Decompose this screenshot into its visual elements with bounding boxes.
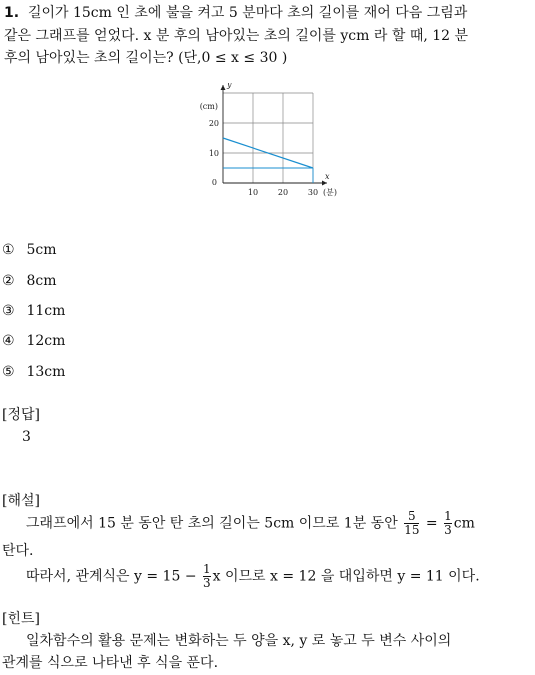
fraction-1-3 <box>444 510 452 537</box>
choice-1[interactable] <box>2 242 56 258</box>
choice-4-text: 12cm <box>26 333 66 349</box>
answer-value: 3 <box>22 429 31 445</box>
choice-5-text: 13cm <box>26 364 66 380</box>
choice-3-text: 11cm <box>26 303 66 319</box>
choice-1-number: ① <box>2 242 15 258</box>
explanation-line-3 <box>26 563 480 590</box>
choice-2-text: 8cm <box>26 273 57 289</box>
question-text <box>4 2 532 70</box>
fraction-numerator: 1 <box>444 509 452 523</box>
hint-line-2: 관계를 식으로 나타낸 후 식을 푼다. <box>2 655 219 671</box>
hint-label: [힌트] <box>2 611 40 627</box>
question-number: 1. <box>4 5 20 21</box>
explanation-line-1-text: 그래프에서 15 분 동안 탄 초의 길이는 5cm 이므로 1분 동안 <box>26 515 398 532</box>
fraction-1-3-b <box>203 563 211 590</box>
answer-label: [정답] <box>2 407 40 423</box>
choice-4-number: ④ <box>2 333 15 349</box>
choice-2[interactable] <box>2 273 56 289</box>
y-tick-label: 10 <box>208 149 219 158</box>
choice-3-number: ③ <box>2 303 15 319</box>
graph-grid <box>223 93 313 183</box>
choice-3[interactable] <box>2 303 65 319</box>
x-tick-label: 10 <box>247 188 259 197</box>
explanation-unit: cm <box>453 515 475 532</box>
y-axis-variable: y <box>227 83 232 89</box>
question-line-2: 같은 그래프를 얻었다. x 분 후의 남아있는 초의 길이를 ycm 라 할 때, 12 분 <box>4 27 469 44</box>
hint-line-1: 일차함수의 활용 문제는 변화하는 두 양을 x, y 로 놓고 두 변수 사이의 <box>26 633 452 649</box>
y-tick-label: 20 <box>208 119 219 128</box>
choice-5[interactable] <box>2 364 65 380</box>
y-axis-unit: (cm) <box>199 102 218 111</box>
fraction-denominator: 3 <box>444 523 452 537</box>
x-axis-arrow <box>322 181 327 186</box>
fraction-numerator: 5 <box>408 509 416 523</box>
x-tick-label: 20 <box>277 188 289 197</box>
y-axis-arrow <box>221 85 226 90</box>
candle-length-graph <box>195 83 345 203</box>
fraction-denominator: 3 <box>203 576 211 590</box>
origin-label: 0 <box>211 178 217 187</box>
x-axis-unit: (분) <box>323 188 337 197</box>
fraction-denominator: 15 <box>404 523 420 537</box>
explanation-line-2: 탄다. <box>2 543 34 559</box>
fraction-numerator: 1 <box>203 562 211 576</box>
equals-sign: = <box>425 515 438 532</box>
question-line-3: 후의 남아있는 초의 길이는? (단,0 ≤ x ≤ 30 ) <box>4 50 288 66</box>
x-tick-label: 30 <box>307 188 319 197</box>
choice-2-number: ② <box>2 273 15 289</box>
graph-series <box>223 138 313 183</box>
graph-labels <box>200 83 337 197</box>
choice-4[interactable] <box>2 333 65 349</box>
choice-5-number: ⑤ <box>2 364 15 380</box>
x-axis-variable: x <box>325 172 330 181</box>
explanation-line-3-end: x 이므로 x = 12 을 대입하면 y = 11 이다. <box>212 568 480 585</box>
choice-1-text: 5cm <box>26 242 57 258</box>
explanation-line-3-text: 따라서, 관계식은 y = 15 − <box>26 568 197 585</box>
question-line-1: 길이가 15cm 인 초에 불을 켜고 5 분마다 초의 길이를 재어 다음 그림과 <box>27 5 468 21</box>
explanation-label: [해설] <box>2 493 40 509</box>
graph-axes <box>221 85 328 186</box>
fraction-5-15 <box>404 510 419 537</box>
explanation-line-1 <box>26 510 534 537</box>
